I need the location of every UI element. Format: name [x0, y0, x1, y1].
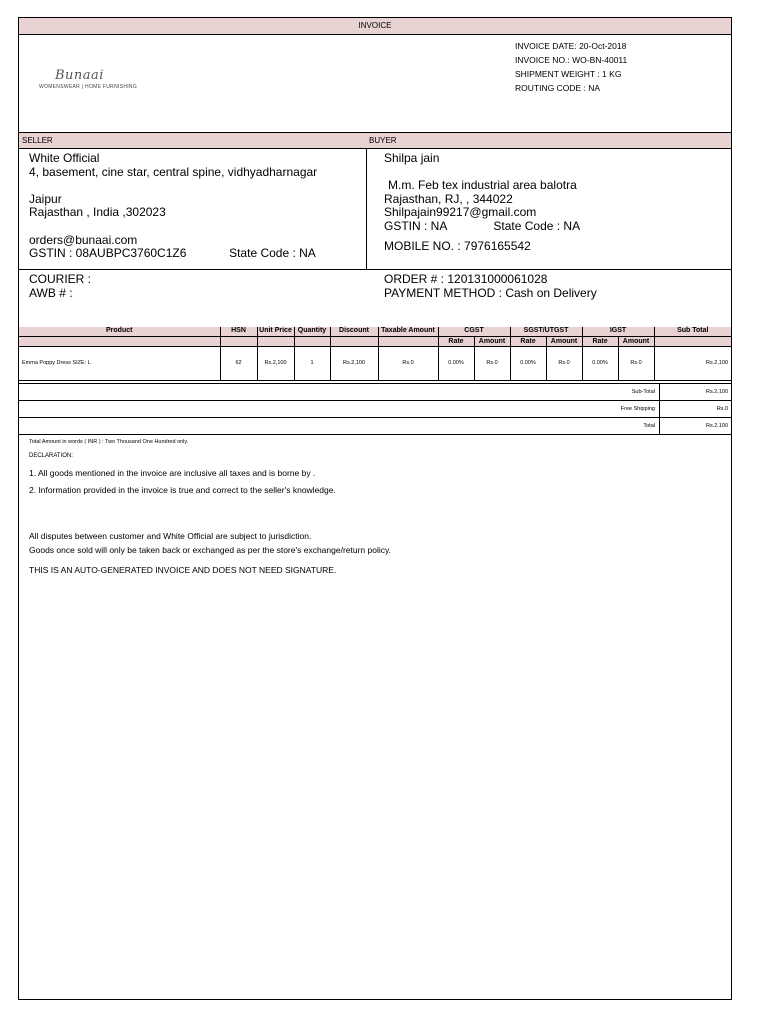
seller-header: SELLER [22, 136, 53, 145]
shipment-weight: SHIPMENT WEIGHT : 1 KG [515, 69, 622, 79]
col-hsn: HSN [220, 327, 257, 336]
declaration-header: DECLARATION: [29, 453, 73, 459]
order-block [384, 272, 597, 300]
buyer-block [384, 152, 580, 253]
seller-name: White Official [29, 151, 100, 165]
declaration-line-1: 1. All goods mentioned in the invoice are inclusive all taxes and is borne by . [29, 468, 316, 478]
invoice-frame [18, 17, 732, 1000]
cell-quantity: 1 [294, 346, 330, 380]
items-table [19, 327, 731, 381]
amount-in-words: Total Amount in words ( INR ) : Two Thousand One Hundred only. [29, 439, 189, 445]
invoice-title: INVOICE [19, 18, 731, 35]
cell-product: Emma Poppy Dress SIZE: L [19, 346, 220, 380]
col-cgst-amount: Amount [474, 336, 510, 346]
buyer-state-code: State Code : NA [493, 218, 581, 233]
col-product: Product [19, 327, 220, 336]
invoice-number: INVOICE NO.: WO-BN-40011 [515, 55, 628, 65]
invoice-date: INVOICE DATE: 20-Oct-2018 [515, 41, 627, 51]
payment-method: PAYMENT METHOD : Cash on Delivery [384, 286, 597, 300]
buyer-region: Rajasthan, RJ, , 344022 [384, 191, 513, 206]
col-sgst-amount: Amount [546, 336, 582, 346]
logo-script: Bunaai [55, 68, 104, 83]
col-igst: IGST [582, 327, 654, 336]
logo-tagline: WOMENSWEAR | HOME FURNISHING [39, 84, 138, 90]
cell-sgst-rate: 0.00% [510, 346, 546, 380]
buyer-address: M.m. Feb tex industrial area balotra [388, 178, 577, 193]
seller-state-code: State Code : NA [229, 246, 316, 261]
routing-code: ROUTING CODE : NA [515, 83, 601, 93]
invoice-meta [515, 39, 627, 95]
cell-hsn: 62 [220, 346, 257, 380]
seller-state: Rajasthan , India ,302023 [29, 205, 166, 220]
col-cgst-rate: Rate [438, 336, 474, 346]
cell-igst-rate: 0.00% [582, 346, 618, 380]
table-row [19, 346, 731, 380]
order-number: ORDER # : 120131000061028 [384, 272, 548, 286]
returns-text: Goods once sold will only be taken back or exchanged as per the store's exchange/return policy. [29, 545, 391, 555]
courier: COURIER : [29, 272, 92, 286]
seller-address: 4, basement, cine star, central spine, vidhyadharnagar [29, 164, 318, 179]
col-sgst-rate: Rate [510, 336, 546, 346]
shipping-label: Free Shipping [620, 406, 655, 412]
col-igst-amount: Amount [618, 336, 654, 346]
cell-unit-price: Rs.2,100 [257, 346, 294, 380]
cell-subtotal: Rs.2,100 [654, 346, 731, 380]
total-value: Rs.2,100 [705, 423, 728, 429]
buyer-gstin: GSTIN : NA [384, 218, 447, 233]
cell-taxable: Rs.0 [378, 346, 438, 380]
shipping-row [19, 401, 731, 418]
auto-generated-note: THIS IS AN AUTO-GENERATED INVOICE AND DOES NOT NEED SIGNATURE. [29, 565, 337, 575]
awb: AWB # : [29, 286, 73, 300]
buyer-email: Shilpajain99217@gmail.com [384, 205, 537, 220]
col-sgst: SGST/UTGST [510, 327, 582, 336]
col-taxable: Taxable Amount [378, 327, 438, 336]
cell-sgst-amount: Rs.0 [546, 346, 582, 380]
cell-cgst-amount: Rs.0 [474, 346, 510, 380]
seller-email: orders@bunaai.com [29, 232, 138, 247]
courier-block [29, 272, 91, 300]
buyer-header: BUYER [369, 136, 397, 145]
total-label: Total [643, 423, 655, 429]
col-igst-rate: Rate [582, 336, 618, 346]
bunaai-logo [39, 68, 149, 92]
party-divider [366, 149, 367, 269]
seller-city: Jaipur [29, 191, 62, 206]
seller-block [29, 152, 317, 261]
col-subtotal: Sub Total [654, 327, 731, 336]
col-unit-price: Unit Price [257, 327, 294, 336]
cell-discount: Rs.2,100 [330, 346, 378, 380]
buyer-mobile: MOBILE NO. : 7976165542 [384, 238, 531, 253]
declaration-line-2: 2. Information provided in the invoice is true and correct to the seller's knowledge. [29, 485, 336, 495]
disputes-text: All disputes between customer and White Official are subject to jurisdiction. [29, 531, 312, 541]
seller-gstin: GSTIN : 08AUBPC3760C1Z6 [29, 246, 187, 261]
subtotal-label: Sub-Total [631, 389, 655, 395]
col-cgst: CGST [438, 327, 510, 336]
party-header-bar [19, 132, 731, 149]
shipping-divider [19, 269, 731, 270]
col-discount: Discount [330, 327, 378, 336]
subtotal-value: Rs.2,100 [705, 389, 728, 395]
shipping-value: Rs.0 [716, 406, 728, 412]
subtotal-row [19, 383, 731, 401]
total-row [19, 418, 731, 435]
buyer-name: Shilpa jain [384, 151, 440, 165]
cell-cgst-rate: 0.00% [438, 346, 474, 380]
cell-igst-amount: Rs.0 [618, 346, 654, 380]
col-quantity: Quantity [294, 327, 330, 336]
